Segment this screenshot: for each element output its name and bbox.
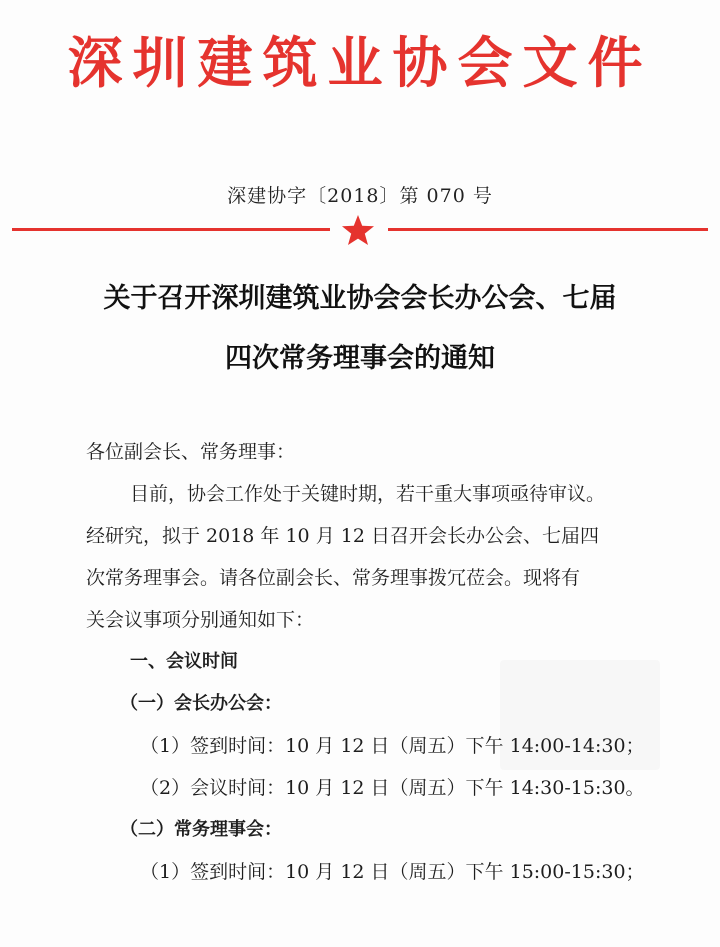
paragraph-line: 关会议事项分别通知如下： [86,609,315,631]
schedule-item: （2）会议时间：10 月 12 日（周五）下午 14:30-15:30。 [140,777,645,799]
schedule-item: （1）签到时间：10 月 12 日（周五）下午 14:00-14:30； [140,735,645,757]
section-heading-meeting-time: 一、会议时间 [130,651,238,672]
schedule-item: （1）签到时间：10 月 12 日（周五）下午 15:00-15:30； [140,861,645,883]
divider-line-left [12,228,330,231]
subsection-president-office-meeting: （一）会长办公会： [120,693,282,714]
paragraph-line: 目前，协会工作处于关键时期，若干重大事项亟待审议。 [130,483,606,505]
notice-title-line-1: 关于召开深圳建筑业协会会长办公会、七届 [103,283,617,314]
divider-line-right [388,228,708,231]
paragraph-line: 经研究，拟于 2018 年 10 月 12 日召开会长办公会、七届四 [86,525,599,547]
star-icon [340,214,376,246]
org-header-title: 深圳建筑业协会文件 [67,31,653,95]
salutation: 各位副会长、常务理事： [86,441,296,463]
document-number: 深建协字〔2018〕第 070 号 [227,185,493,207]
notice-title-line-2: 四次常务理事会的通知 [225,343,495,374]
paragraph-line: 次常务理事会。请各位副会长、常务理事拨冗莅会。现将有 [86,567,581,589]
red-divider [12,214,708,246]
subsection-standing-council-meeting: （二）常务理事会： [120,819,282,840]
